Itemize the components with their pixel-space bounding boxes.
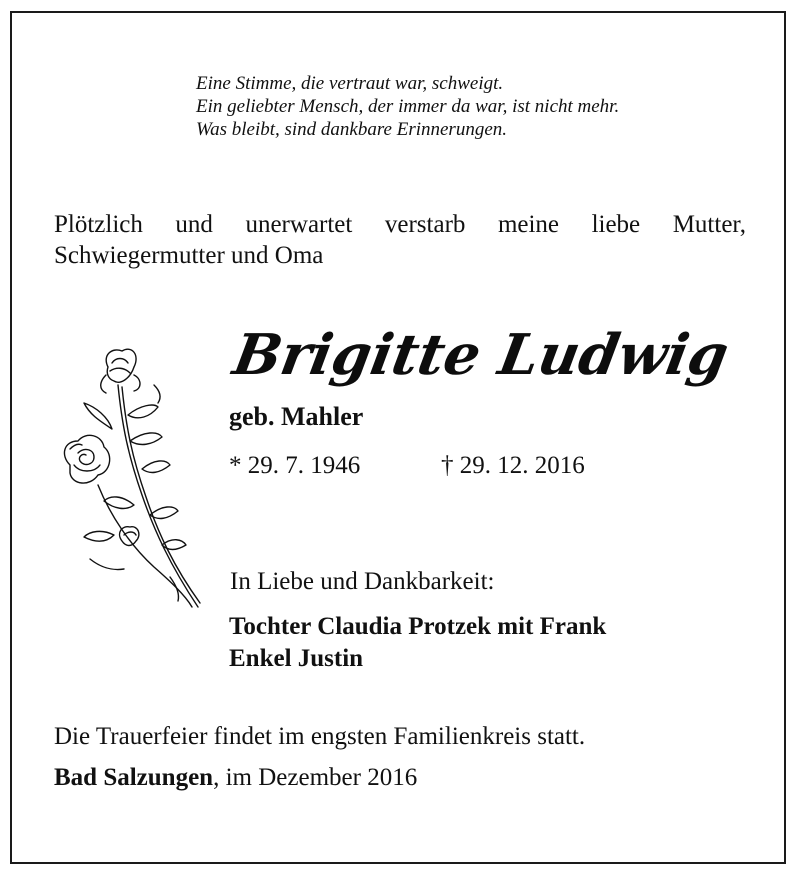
- deceased-name: Brigitte Ludwig: [228, 322, 734, 388]
- funeral-service-note: Die Trauerfeier findet im engsten Familienkreis statt.: [54, 723, 586, 750]
- memorial-quote: [196, 72, 619, 141]
- birth-name: geb. Mahler: [229, 402, 364, 431]
- gratitude-label: In Liebe und Dankbarkeit:: [230, 568, 495, 595]
- announcement-text: [54, 209, 746, 271]
- announcement-line: Plötzlich und unerwartet verstarb meine liebe Mutter,: [54, 211, 746, 238]
- death-date: † 29. 12. 2016: [441, 452, 585, 479]
- quote-line: Was bleibt, sind dankbare Erinnerungen.: [196, 119, 508, 140]
- announcement-line: Schwiegermutter und Oma: [54, 242, 324, 269]
- birth-date: * 29. 7. 1946: [229, 452, 361, 479]
- quote-line: Ein geliebter Mensch, der immer da war, ist nicht mehr.: [196, 96, 620, 117]
- quote-line: Eine Stimme, die vertraut war, schweigt.: [196, 73, 504, 94]
- place-name: Bad Salzungen: [54, 764, 214, 791]
- mourners-list: [229, 611, 606, 675]
- rose-icon: [50, 345, 210, 615]
- mourner-line: Tochter Claudia Protzek mit Frank: [229, 613, 607, 640]
- place-and-date: [54, 764, 417, 792]
- mourner-line: Enkel Justin: [229, 645, 364, 672]
- date-text: , im Dezember 2016: [213, 764, 418, 791]
